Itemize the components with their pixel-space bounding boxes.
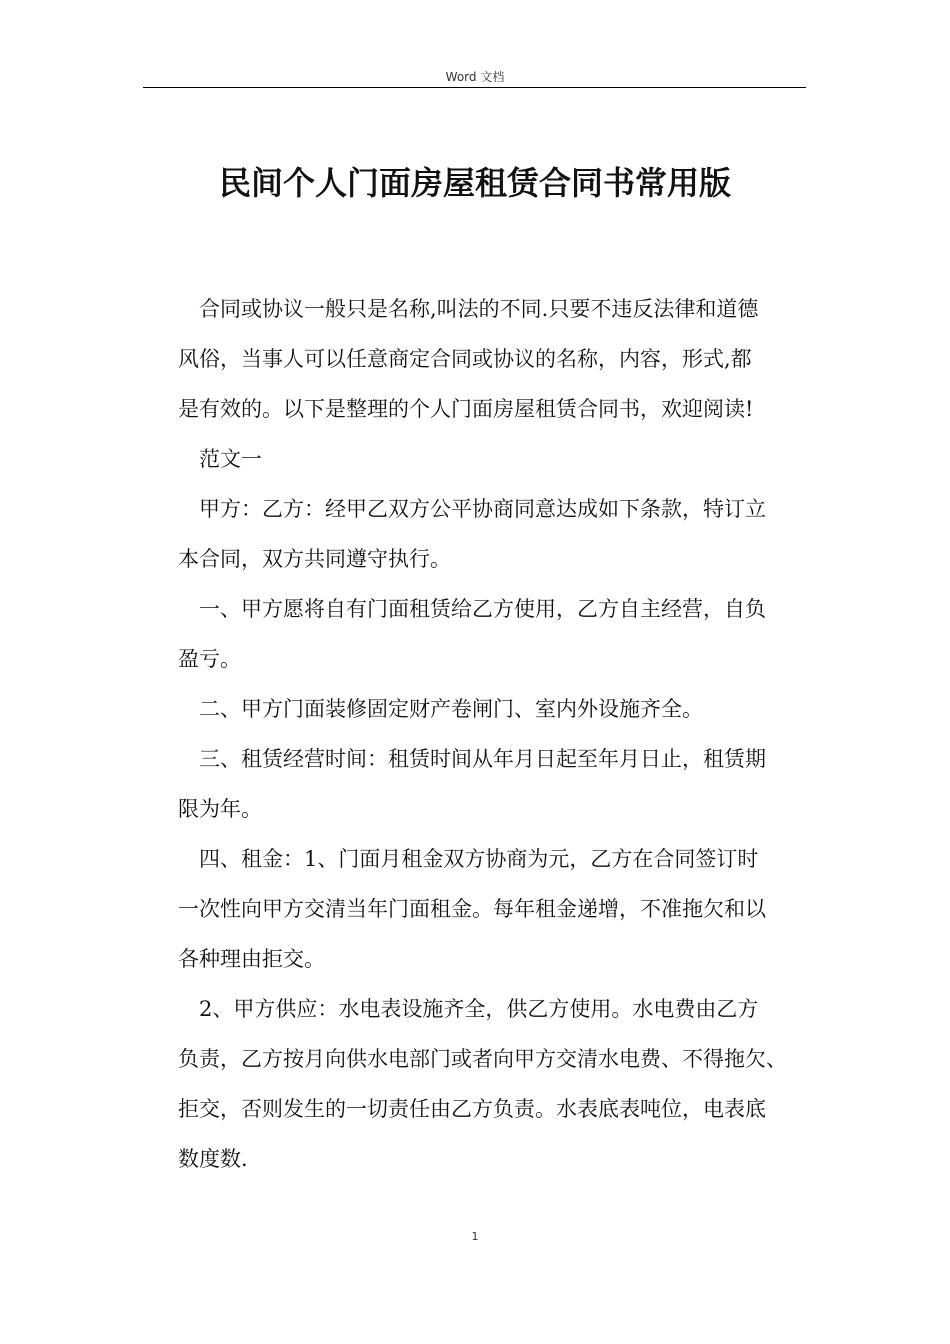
document-title: 民间个人门面房屋租赁合同书常用版 <box>218 164 731 202</box>
page-number: 1 <box>471 1230 479 1243</box>
paragraph-line: 合同或协议一般只是名称,叫法的不同.只要不违反法律和道德 <box>199 297 759 321</box>
paragraph-line: 盈亏。 <box>178 647 241 671</box>
paragraph-line: 一次性向甲方交清当年门面租金。每年租金递增，不准拖欠和以 <box>178 897 766 921</box>
paragraph-line: 二、甲方门面装修固定财产卷闸门、室内外设施齐全。 <box>199 697 703 721</box>
paragraph-line: 本合同，双方共同遵守执行。 <box>178 547 451 571</box>
section-heading: 范文一 <box>199 447 262 471</box>
header-label: Word 文档 <box>445 70 505 84</box>
paragraph-line: 是有效的。以下是整理的个人门面房屋租赁合同书，欢迎阅读! <box>178 397 754 421</box>
paragraph-line: 风俗，当事人可以任意商定合同或协议的名称，内容，形式,都 <box>178 347 752 371</box>
paragraph-line: 甲方：乙方：经甲乙双方公平协商同意达成如下条款，特订立 <box>199 497 766 521</box>
paragraph-line: 一、甲方愿将自有门面租赁给乙方使用，乙方自主经营，自负 <box>199 597 766 621</box>
header-rule <box>143 87 806 88</box>
paragraph-line: 四、租金：1、门面月租金双方协商为元，乙方在合同签订时 <box>199 847 759 871</box>
paragraph-line: 限为年。 <box>178 797 262 821</box>
paragraph-line: 负责，乙方按月向供水电部门或者向甲方交清水电费、不得拖欠、 <box>178 1047 787 1071</box>
paragraph-line: 数度数. <box>178 1147 248 1171</box>
paragraph-line: 2、甲方供应：水电表设施齐全，供乙方使用。水电费由乙方 <box>199 997 759 1021</box>
paragraph-line: 拒交，否则发生的一切责任由乙方负责。水表底表吨位，电表底 <box>178 1097 766 1121</box>
paragraph-line: 各种理由拒交。 <box>178 947 325 971</box>
paragraph-line: 三、租赁经营时间：租赁时间从年月日起至年月日止，租赁期 <box>199 747 766 771</box>
